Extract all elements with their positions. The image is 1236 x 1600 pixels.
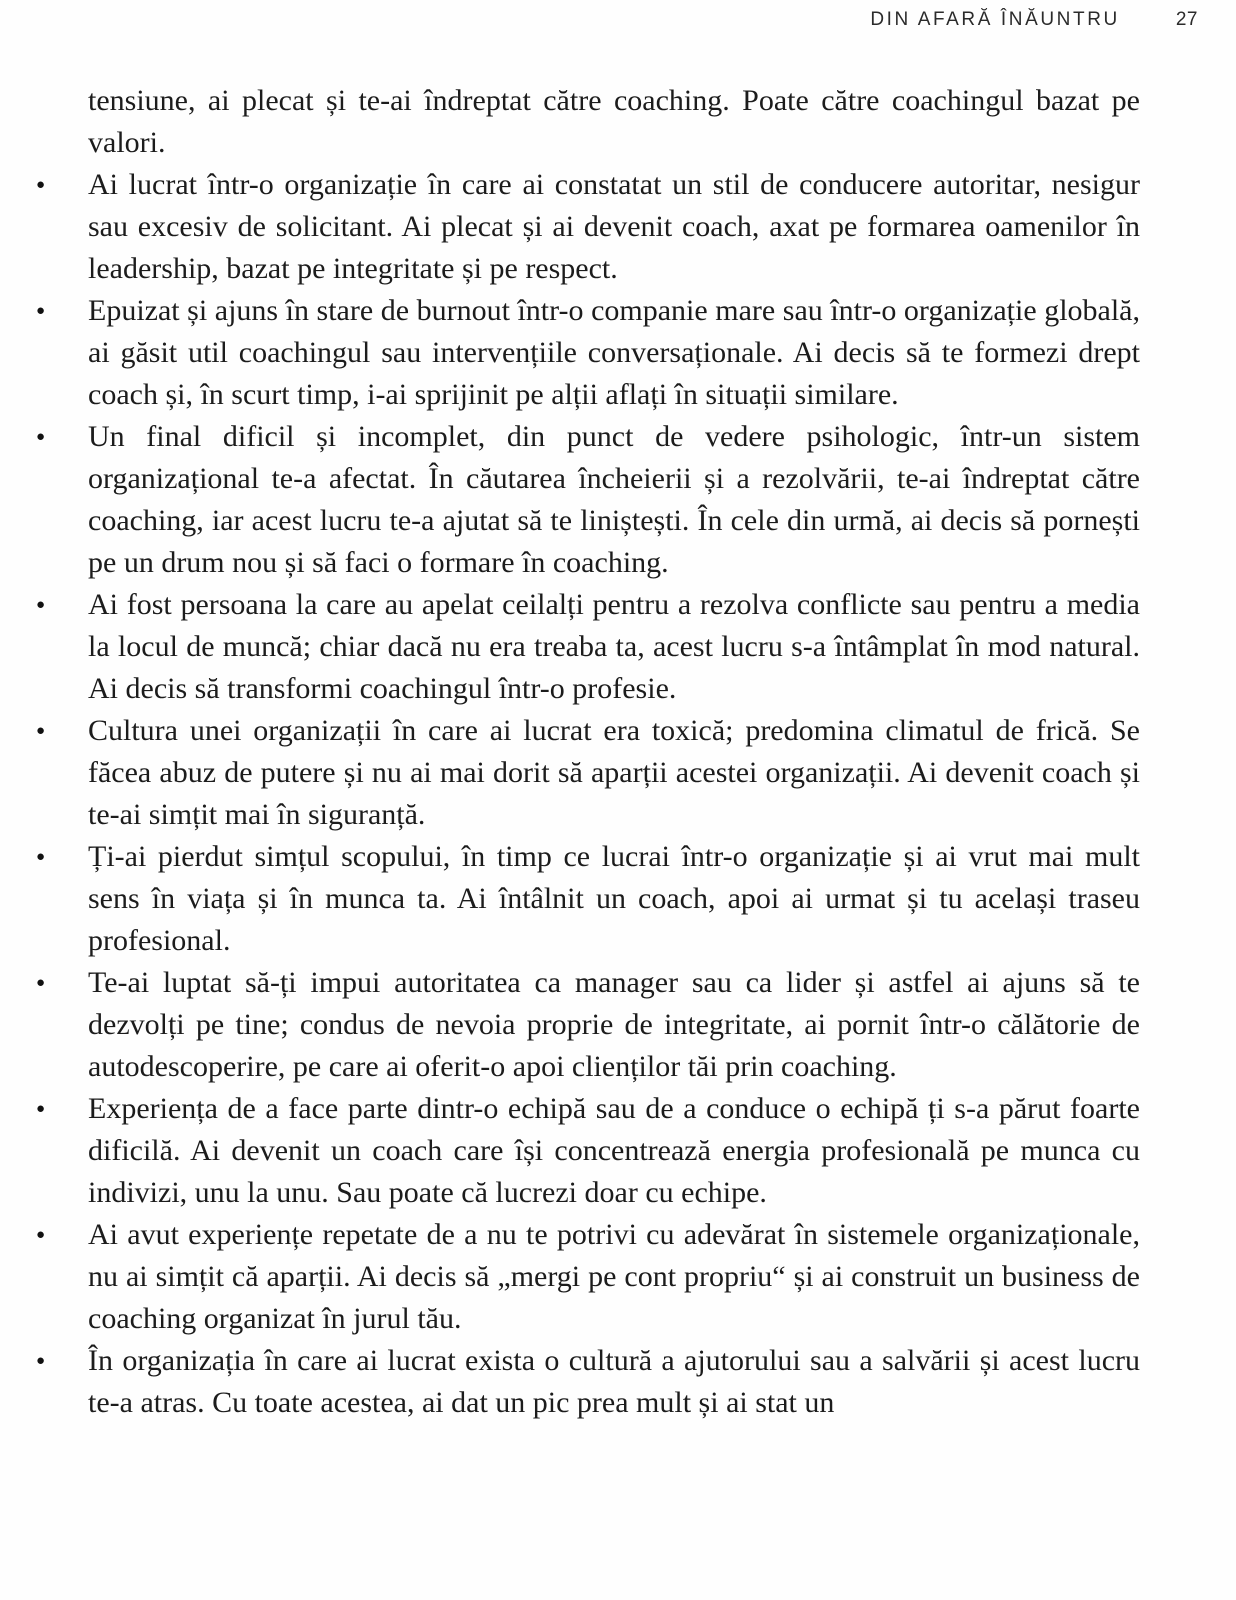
list-item <box>36 1340 1140 1424</box>
bullet-icon: ● <box>36 1353 46 1369</box>
bullet-text: Epuizat și ajuns în stare de burnout într-o companie mare sau într-o organizație globală, ai găsit util coachingul sau intervențiile conversaționale. Ai decis să te formezi drept coach și, în scurt timp, i-ai sprijinit pe alții aflați în situații similare. <box>88 294 1140 411</box>
bullet-icon: ● <box>36 303 46 319</box>
page-number: 27 <box>1175 9 1198 30</box>
bullet-icon: ● <box>36 975 46 991</box>
bullet-text: Un final dificil și incomplet, din punct de vedere psihologic, într-un sistem organizațional te-a afectat. În căutarea încheierii și a rezolvării, te-ai îndreptat către coaching, iar acest lucru te-a ajutat să te liniștești. În cele din urmă, ai decis să pornești pe un drum nou și să faci o formare în coaching. <box>88 420 1140 579</box>
list-item <box>36 836 1140 962</box>
bullet-icon: ● <box>36 1101 46 1117</box>
list-item <box>36 1088 1140 1214</box>
page-header <box>0 6 1198 34</box>
list-item <box>36 710 1140 836</box>
continuation-paragraph: tensiune, ai plecat și te-ai îndreptat către coaching. Poate către coachingul bazat pe valori. <box>88 84 1140 159</box>
bullet-text: Ai lucrat într-o organizație în care ai constatat un stil de conducere autoritar, nesigur sau excesiv de solicitant. Ai plecat și ai devenit coach, axat pe formarea oamenilor în leadership, bazat pe integritate și pe respect. <box>88 168 1140 285</box>
list-item <box>36 1214 1140 1340</box>
running-head-title: DIN AFARĂ ÎNĂUNTRU <box>870 9 1120 30</box>
bullet-icon: ● <box>36 597 46 613</box>
list-item <box>36 164 1140 290</box>
bullet-text: Te-ai luptat să-ți impui autoritatea ca manager sau ca lider și astfel ai ajuns să te dezvolți pe tine; condus de nevoia proprie de integritate, ai pornit într-o călătorie de autodescoperire, pe care ai oferit-o apoi clienților tăi prin coaching. <box>88 966 1140 1083</box>
list-item <box>36 962 1140 1088</box>
bullet-text: Ai fost persoana la care au apelat ceilalți pentru a rezolva conflicte sau pentru a media la locul de muncă; chiar dacă nu era treaba ta, acest lucru s-a întâmplat în mod natural. Ai decis să transformi coachingul într-o profesie. <box>88 588 1140 705</box>
bullet-icon: ● <box>36 177 46 193</box>
bullet-text: Ai avut experiențe repetate de a nu te potrivi cu adevărat în sistemele organizaționale, nu ai simțit că aparții. Ai decis să „mergi pe cont propriu“ și ai construit un business de coaching organizat în jurul tău. <box>88 1218 1140 1335</box>
page-body <box>36 80 1140 1424</box>
bullet-text: Experiența de a face parte dintr-o echipă sau de a conduce o echipă ți s-a părut foarte dificilă. Ai devenit un coach care își concentrează energia profesională pe munca cu indivizi, unu la unu. Sau poate că lucrezi doar cu echipe. <box>88 1092 1140 1209</box>
bullet-icon: ● <box>36 1227 46 1243</box>
list-item <box>36 416 1140 584</box>
bullet-text: În organizația în care ai lucrat exista o cultură a ajutorului sau a salvării și acest lucru te-a atras. Cu toate acestea, ai dat un pic prea mult și ai stat un <box>88 1344 1140 1419</box>
list-item <box>36 290 1140 416</box>
bullet-icon: ● <box>36 849 46 865</box>
bullet-text: Ți-ai pierdut simțul scopului, în timp ce lucrai într-o organizație și ai vrut mai mult sens în viața și în munca ta. Ai întâlnit un coach, apoi ai urmat și tu același traseu profesional. <box>88 840 1140 957</box>
bullet-icon: ● <box>36 429 46 445</box>
bullet-text: Cultura unei organizații în care ai lucrat era toxică; predomina climatul de frică. Se făcea abuz de putere și nu ai mai dorit să aparții acestei organizații. Ai devenit coach și te-ai simțit mai în siguranță. <box>88 714 1140 831</box>
list-item <box>36 584 1140 710</box>
bullet-icon: ● <box>36 723 46 739</box>
